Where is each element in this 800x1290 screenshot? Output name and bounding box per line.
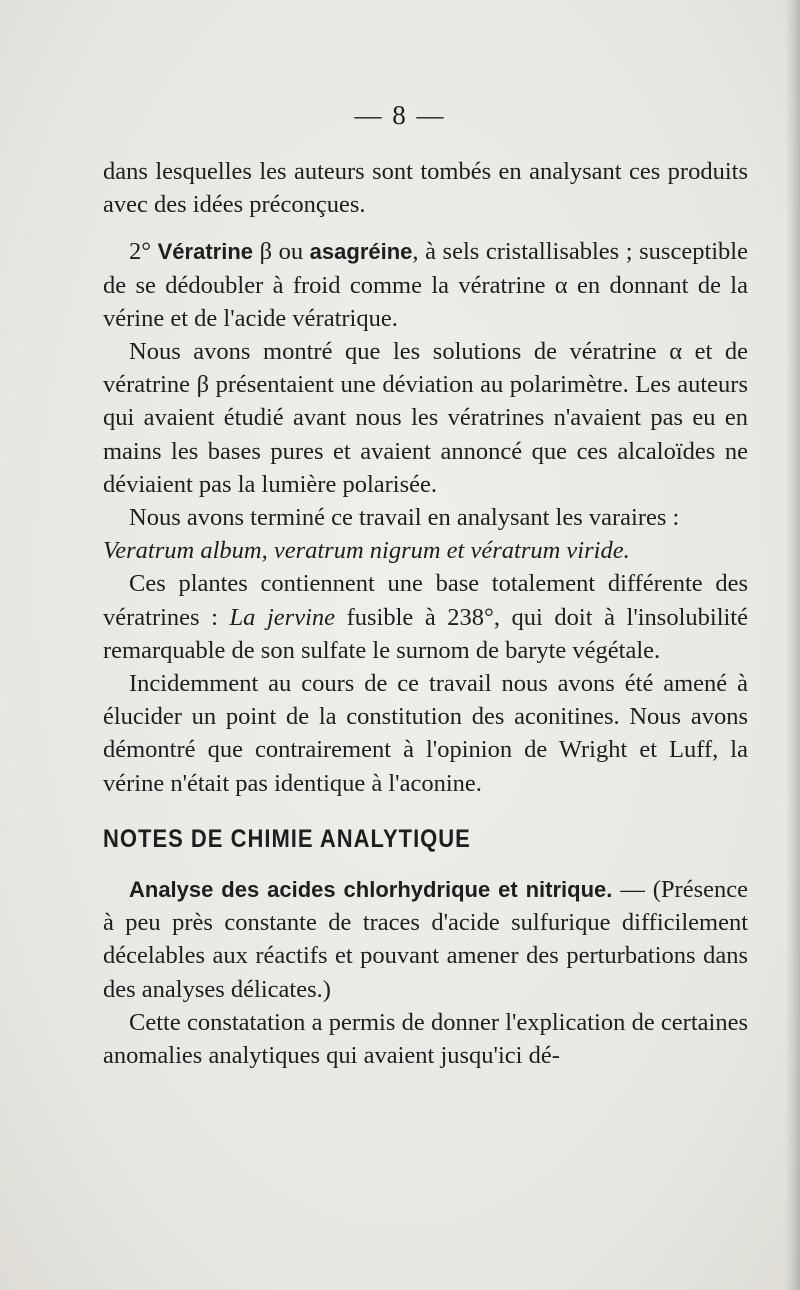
paragraph-polarimetre: Nous avons montré que les solutions de vératrine α et de vératrine β présentaient une déviation au polarimètre. Les auteurs qui avaient étudié avant nous les vératrines n'avaient pas eu en mains les bases pures et avaient annoncé que ces alcaloïdes ne déviaient pas la lumière polarisée. <box>103 338 748 498</box>
term-asagreine: asagréine <box>309 239 413 265</box>
page-number: — 8 — <box>354 100 446 130</box>
lead-title: Analyse des acides chlorhydrique et nitrique. <box>129 877 613 903</box>
paragraph-veratrine-beta <box>103 235 748 335</box>
item-number: 2° <box>129 238 158 266</box>
species-list <box>103 534 748 567</box>
body-text <box>103 155 748 1072</box>
term-veratrine: Vératrine <box>157 239 254 265</box>
paragraph-jervine <box>103 567 748 667</box>
paragraph-continuation: dans lesquelles les auteurs sont tombés en analysant ces produits avec des idées préconçues. <box>103 158 748 219</box>
paragraph-aconitines: Incidemment au cours de ce travail nous avons été amené à élucider un point de la constitution des aconitines. Nous avons démontré que contrairement à l'opinion de Wright et Luff, la vérine n'était pas identique à l'aconine. <box>103 670 748 797</box>
term-jervine: La jervine <box>229 603 336 631</box>
text-fragment: — (Présence à peu près constante de traces d'acide sulfurique difficilement décelables aux réactifs et pouvant amener des perturbations dans des analyses délicates.) <box>103 876 748 1003</box>
paragraph-varaires: Nous avons terminé ce travail en analysant les varaires : <box>129 504 680 532</box>
text-fragment: fusible à 238°, qui doit à l'insolubilité remarquable de son sulfate le surnom de baryte végétale. <box>103 603 748 664</box>
text-fragment: β ou <box>253 238 310 266</box>
page-edge-shadow <box>786 0 800 1290</box>
paragraph-analyse-acides <box>103 873 748 1006</box>
text-fragment: Ces plantes contiennent une base totalement différente des vératrines : <box>103 570 748 631</box>
text-fragment: , à sels cristallisables ; susceptible de se dédoubler à froid comme la vératrine α en donnant de la vérine et de l'acide vératrique. <box>103 238 748 332</box>
paragraph-constatation: Cette constatation a permis de donner l'explication de certaines anomalies analytiques qui avaient jusqu'ici dé- <box>103 1008 748 1070</box>
species-names: Veratrum album, veratrum nigrum et vératrum viride. <box>103 537 630 565</box>
section-heading: NOTES DE CHIMIE ANALYTIQUE <box>103 823 471 853</box>
